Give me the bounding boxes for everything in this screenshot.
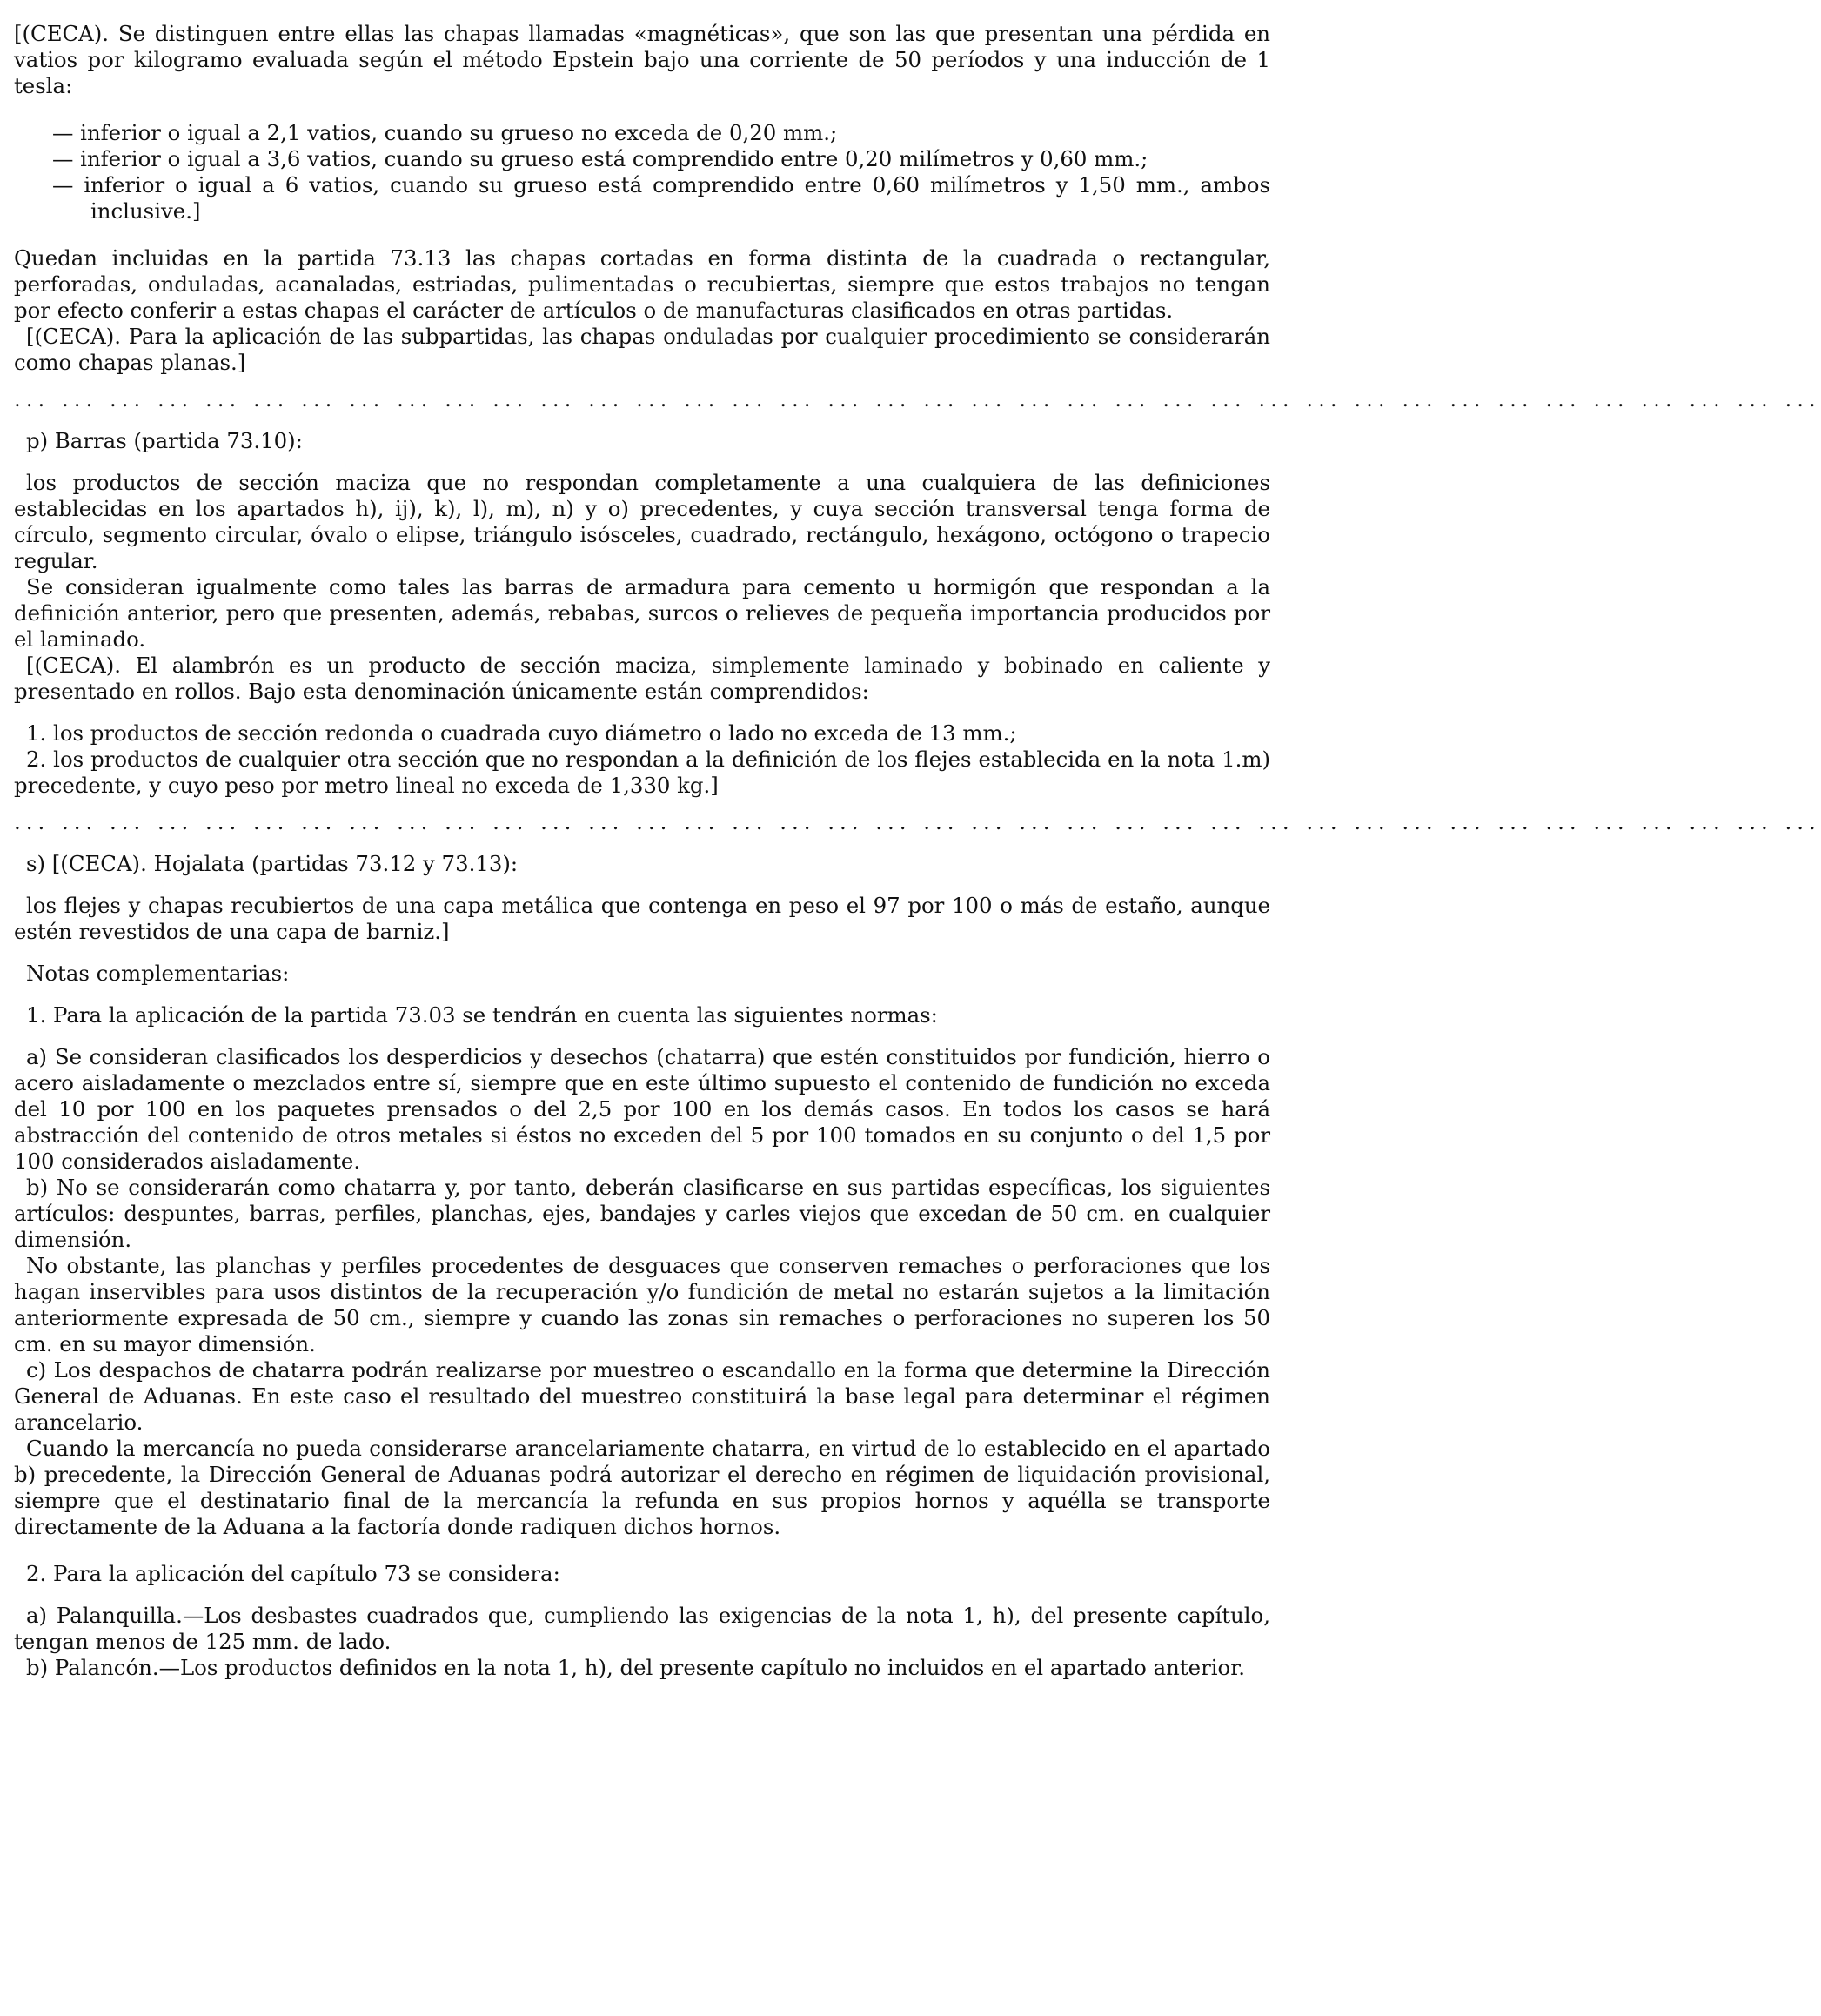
section-p-para2: Se consideran igualmente como tales las barras de armadura para cemento u hormigón que respondan a la definición anterior, pero que presenten, además, rebabas, surcos o relieves de pequeña importancia producidos por el laminado.	[14, 574, 1270, 652]
dash-item-1: — inferior o igual a 2,1 vatios, cuando su grueso no exceda de 0,20 mm.;	[52, 120, 838, 145]
notas-heading: Notas complementarias:	[26, 961, 290, 986]
nota-2-b: b) Palancón.—Los productos definidos en la nota 1, h), del presente capítulo no incluidos en el apartado anterior.	[26, 1655, 1245, 1680]
section-p-heading: p) Barras (partida 73.10):	[26, 428, 303, 453]
nota-1-a: a) Se consideran clasificados los desperdicios y desechos (chatarra) que estén constituidos por fundición, hierro o acero aisladamente o mezclados entre sí, siempre que en este último supuesto el contenido de fundición no exceda del 10 por 100 en los paquetes prensados o del 2,5 por 100 en los demás casos. En todos los casos se hará abstracción del contenido de otros metales si éstos no exceden del 5 por 100 tomados en su conjunto o del 1,5 por 100 considerados aisladamente.	[14, 1044, 1270, 1174]
section-s-heading: s) [(CECA). Hojalata (partidas 73.12 y 73.13):	[26, 851, 519, 876]
dash-item-2: — inferior o igual a 3,6 vatios, cuando su grueso está comprendido entre 0,20 milímetros y 0,60 mm.;	[52, 146, 1148, 171]
section-p-item2: 2. los productos de cualquier otra sección que no respondan a la definición de los flejes establecida en la nota 1.m) precedente, y cuyo peso por metro lineal no exceda de 1,330 kg.]	[14, 747, 1270, 798]
ceca-subpartidas-paragraph: [(CECA). Para la aplicación de las subpartidas, las chapas onduladas por cualquier procedimiento se considerarán como chapas planas.]	[14, 324, 1270, 375]
ellipsis-separator-2: ... ... ... ... ... ... ... ... ... ... ... ... ... ... ... ... ... ... ... ... ... ... ... ... ... ... ... ... ... ... ... ... ... ... ... ... ... ...	[14, 809, 1821, 834]
section-p-para1: los productos de sección maciza que no respondan completamente a una cualquiera de las definiciones establecidas en los apartados h), ij), k), l), m), n) y o) precedentes, y cuya sección transversal tenga forma de círculo, segmento circular, óvalo o elipse, triángulo isósceles, cuadrado, rectángulo, hexágono, octógono o trapecio regular.	[14, 470, 1270, 573]
nota-1-heading: 1. Para la aplicación de la partida 73.03 se tendrán en cuenta las siguientes normas:	[26, 1002, 938, 1028]
nota-1-c2: Cuando la mercancía no pueda considerarse arancelariamente chatarra, en virtud de lo establecido en el apartado b) precedente, la Dirección General de Aduanas podrá autorizar el derecho en régimen de liquidación provisional, siempre que el destinatario final de la mercancía la refunda en sus propios hornos y aquélla se transporte directamente de la Aduana a la factoría donde radiquen dichos hornos.	[14, 1436, 1270, 1539]
nota-1-b: b) No se considerarán como chatarra y, por tanto, deberán clasificarse en sus partidas específicas, los siguientes artículos: despuntes, barras, perfiles, planchas, ejes, bandajes y carles viejos que excedan de 50 cm. en cualquier dimensión.	[14, 1175, 1270, 1252]
intro-ceca-paragraph: [(CECA). Se distinguen entre ellas las chapas llamadas «magnéticas», que son las que presentan una pérdida en vatios por kilogramo evaluada según el método Epstein bajo una corriente de 50 períodos y una inducción de 1 tesla:	[14, 21, 1270, 98]
nota-2-a: a) Palanquilla.—Los desbastes cuadrados que, cumpliendo las exigencias de la nota 1, h), del presente capítulo, tengan menos de 125 mm. de lado.	[14, 1603, 1270, 1654]
partida-7313-paragraph: Quedan incluidas en la partida 73.13 las chapas cortadas en forma distinta de la cuadrada o rectangular, perforadas, onduladas, acanaladas, estriadas, pulimentadas o recubiertas, siempre que estos trabajos no tengan por efecto conferir a estas chapas el carácter de artículos o de manufacturas clasificados en otras partidas.	[14, 245, 1270, 323]
section-s-para1: los flejes y chapas recubiertos de una capa metálica que contenga en peso el 97 por 100 o más de estaño, aunque estén revestidos de una capa de barniz.]	[14, 893, 1270, 944]
ellipsis-separator: ... ... ... ... ... ... ... ... ... ... ... ... ... ... ... ... ... ... ... ... ... ... ... ... ... ... ... ... ... ... ... ... ... ... ... ... ... ...	[14, 386, 1821, 412]
nota-2-heading: 2. Para la aplicación del capítulo 73 se considera:	[26, 1561, 560, 1586]
section-p-item1: 1. los productos de sección redonda o cuadrada cuyo diámetro o lado no exceda de 13 mm.;	[26, 720, 1017, 746]
dash-item-3: — inferior o igual a 6 vatios, cuando su grueso está comprendido entre 0,60 milímetros y 1,50 mm., ambos inclusive.]	[52, 172, 1270, 224]
nota-1-c: c) Los despachos de chatarra podrán realizarse por muestreo o escandallo en la forma que determine la Dirección General de Aduanas. En este caso el resultado del muestreo constituirá la base legal para determinar el régimen arancelario.	[14, 1357, 1270, 1435]
nota-1-b2: No obstante, las planchas y perfiles procedentes de desguaces que conserven remaches o perforaciones que los hagan inservibles para usos distintos de la recuperación y/o fundición de metal no estarán sujetos a la limitación anteriormente expresada de 50 cm., siempre y cuando las zonas sin remaches o perforaciones no superen los 50 cm. en su mayor dimensión.	[14, 1253, 1270, 1356]
section-p-para3: [(CECA). El alambrón es un producto de sección maciza, simplemente laminado y bobinado en caliente y presentado en rollos. Bajo esta denominación únicamente están comprendidos:	[14, 653, 1270, 704]
